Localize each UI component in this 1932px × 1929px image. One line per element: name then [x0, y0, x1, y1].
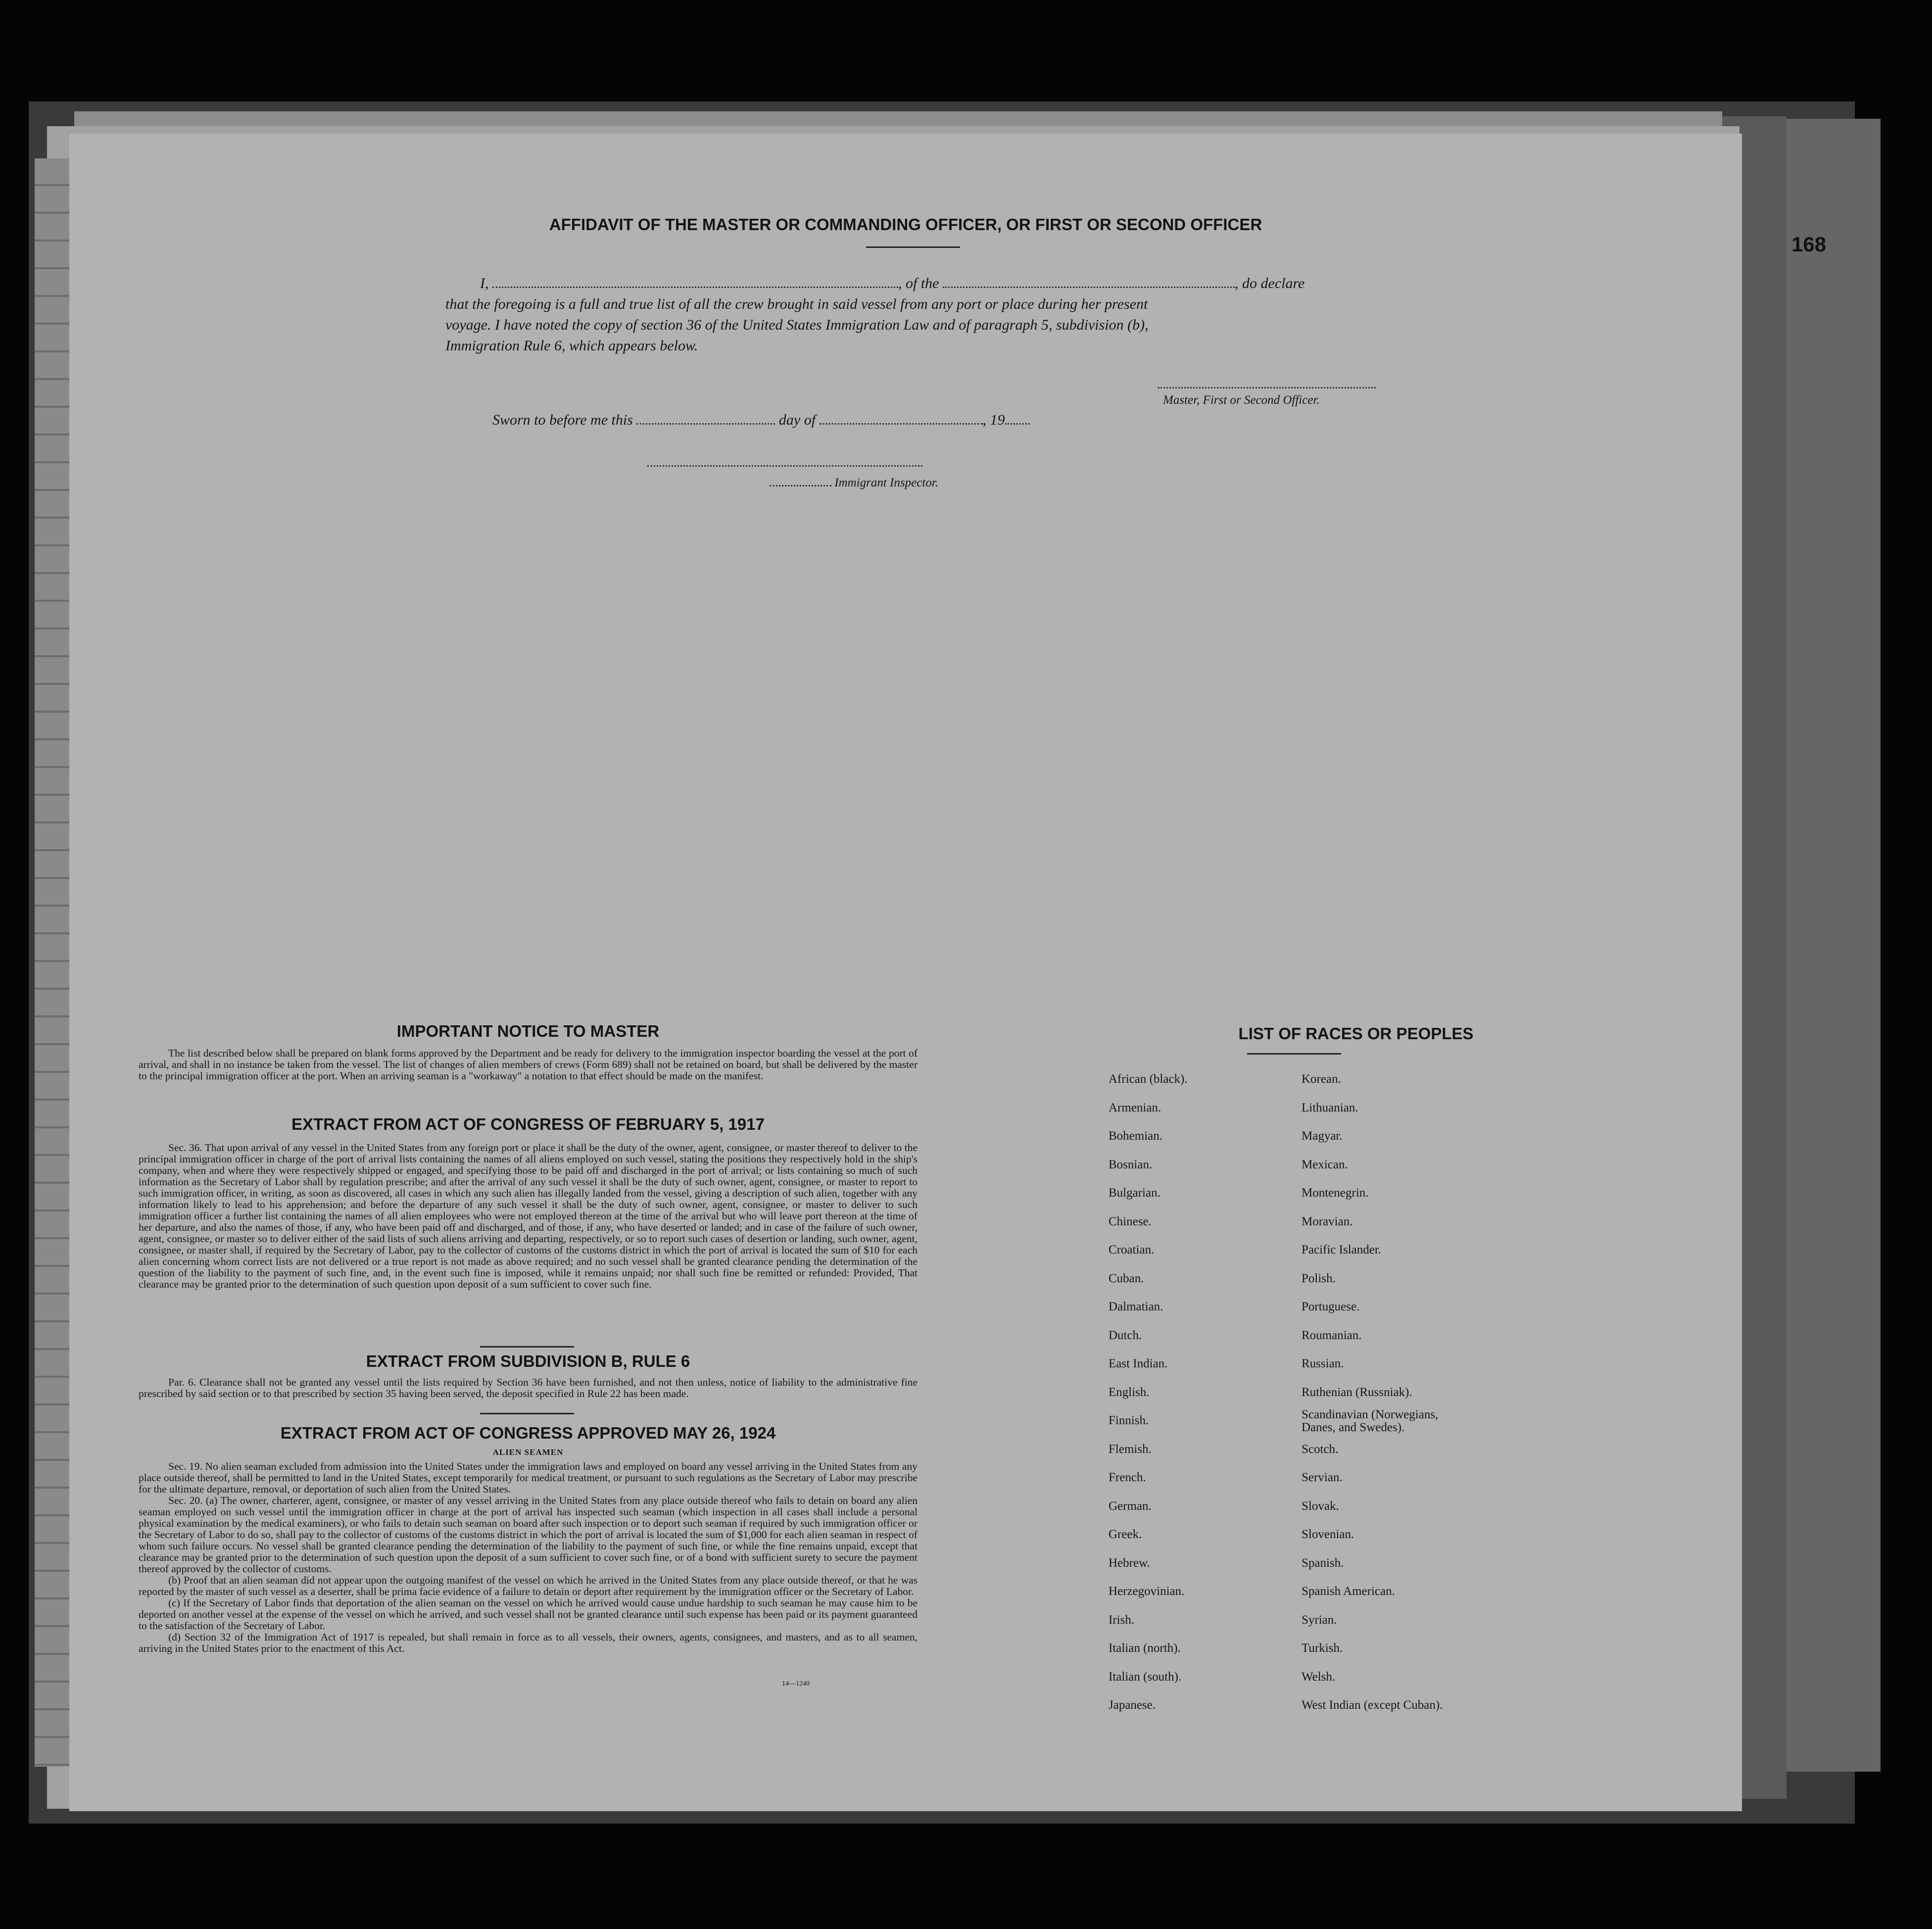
- inspector-label-wrap: [770, 476, 938, 490]
- race-item: Korean.: [1302, 1072, 1341, 1086]
- notice-title: IMPORTANT NOTICE TO MASTER: [396, 1022, 660, 1040]
- ledger-edge: [35, 158, 74, 1767]
- affidavit-line-4: Immigration Rule 6, which appears below.: [445, 338, 698, 354]
- race-item: Turkish.: [1302, 1641, 1343, 1655]
- race-item: English.: [1109, 1385, 1150, 1399]
- race-item: Finnish.: [1109, 1414, 1149, 1427]
- extract-1924-sec20a: Sec. 20. (a) The owner, charterer, agent, consignee, or master of any vessel arriving in the United States from any place outside thereof who fails to detain on board any alien seaman employed on such vessel until the immigration officer in charge at the port of arrival has inspected such seaman (which inspection in all cases shall include a personal physical examination by the medical examiners), or who fails to detain such seaman on board after such inspection or to deport such seaman if required by such immigration officer or the Secretary of Labor to do so, shall pay to the collector of customs of the customs district in which the port of arrival is located the sum of $1,000 for each alien seaman in respect of whom such failure occurs. No vessel shall be granted clearance pending the determination of the liability to the payment of such fine, or while the fine remains unpaid, except that clearance may be granted prior to the determination of such question upon the deposit of a sum sufficient to cover such fine, or of a bond with sufficient surety to secure the payment thereof approved by the collector of customs.: [139, 1495, 918, 1575]
- inspector-signature-line[interactable]: [647, 465, 922, 467]
- race-item: Pacific Islander.: [1302, 1243, 1382, 1256]
- race-item: Bohemian.: [1109, 1129, 1163, 1143]
- race-item: Slovenian.: [1302, 1528, 1354, 1541]
- affidavit-line-2: that the foregoing is a full and true list of all the crew brought in said vessel from any port or place during her present: [445, 296, 1148, 312]
- notice-body: The list described below shall be prepared on blank forms approved by the Department and be ready for delivery to the immigration inspector boarding the vessel at the port of arrival, and shall in no instance be taken from the vessel. The list of changes of alien members of crews (Form 689) shall not be retained on board, but shall be delivered by the master to the principal immigration officer at the port. When an arriving seaman is a "workaway" a notation to that effect should be made on the manifest.: [139, 1047, 918, 1082]
- race-item: Hebrew.: [1109, 1556, 1150, 1570]
- race-item: Spanish.: [1302, 1556, 1344, 1570]
- race-item: Polish.: [1302, 1271, 1336, 1285]
- race-item: Lithuanian.: [1302, 1101, 1358, 1114]
- race-item: Servian.: [1302, 1471, 1343, 1484]
- form-sheet: [69, 134, 1742, 1811]
- race-item: African (black).: [1109, 1072, 1188, 1086]
- alien-seamen-subtitle: ALIEN SEAMEN: [492, 1447, 564, 1457]
- extract-1924-title: EXTRACT FROM ACT OF CONGRESS APPROVED MAY 26, 1924: [280, 1424, 776, 1442]
- race-item: East Indian.: [1109, 1357, 1168, 1370]
- section-rule: [480, 1346, 574, 1348]
- race-item: French.: [1109, 1471, 1146, 1484]
- sworn-label: Sworn to before me this: [492, 412, 633, 428]
- affidavit-line-3: voyage. I have noted the copy of section 36 of the United States Immigration Law and of paragraph 5, subdivision (b),: [445, 317, 1149, 333]
- race-item: Spanish American.: [1302, 1585, 1395, 1598]
- races-title-rule: [1247, 1053, 1341, 1055]
- race-item: German.: [1109, 1499, 1152, 1513]
- race-item: Dalmatian.: [1109, 1300, 1163, 1313]
- race-item: Japanese.: [1109, 1698, 1156, 1712]
- race-item: Portuguese.: [1302, 1300, 1360, 1313]
- extract-1917-wrap: [139, 1142, 918, 1290]
- race-item: Flemish.: [1109, 1442, 1152, 1456]
- sworn-day-field[interactable]: [636, 419, 775, 425]
- master-signature-label: Master, First or Second Officer.: [1163, 393, 1320, 407]
- year-field[interactable]: [1005, 419, 1030, 425]
- sworn-month-field[interactable]: [820, 419, 983, 425]
- notice-body-wrap: [139, 1048, 918, 1082]
- race-item: Roumanian.: [1302, 1328, 1362, 1342]
- race-item: Welsh.: [1302, 1670, 1336, 1684]
- extract-1917-title: EXTRACT FROM ACT OF CONGRESS OF FEBRUARY 5, 1917: [291, 1115, 765, 1133]
- affidavit-i: I,: [480, 275, 489, 291]
- affidavit-do-declare: , do declare: [1235, 275, 1305, 291]
- race-item: West Indian (except Cuban).: [1302, 1698, 1443, 1712]
- race-item: Montenegrin.: [1302, 1186, 1369, 1200]
- race-item: Magyar.: [1302, 1129, 1343, 1143]
- affidavit-body: [445, 273, 1445, 356]
- day-of-label: day of: [778, 412, 816, 428]
- extract-1924-sec19: Sec. 19. No alien seaman excluded from admission into the United States under the immigration laws and employed on board any vessel arriving in the United States from any place outside thereof, shall be permitted to land in the United States, except temporarily for medical treatment, or pursuant to such regulations as the Secretary of Labor may prescribe for the ultimate departure, removal, or deportation of such alien from the United States.: [139, 1460, 918, 1495]
- title-rule: [866, 246, 960, 248]
- extract-rule6-title: EXTRACT FROM SUBDIVISION B, RULE 6: [366, 1352, 690, 1370]
- race-item: Herzegovinian.: [1109, 1585, 1185, 1598]
- race-item: Slovak.: [1302, 1499, 1339, 1513]
- race-item: Cuban.: [1109, 1271, 1144, 1285]
- race-item: Russian.: [1302, 1357, 1344, 1370]
- extract-rule6-wrap: [139, 1377, 918, 1399]
- extract-rule6-body: Par. 6. Clearance shall not be granted any vessel until the lists required by Section 36 have been furnished, and not then unless, notice of liability to the administrative fine prescribed by said section or to that prescribed by section 35 having been served, the deposit specified in Rule 22 has been made.: [139, 1376, 918, 1399]
- section-rule: [480, 1413, 574, 1414]
- race-item: Mexican.: [1302, 1157, 1348, 1171]
- extract-1924-sec20d: (d) Section 32 of the Immigration Act of 1917 is repealed, but shall remain in force as to all vessels, their owners, agents, consignees, and masters, and as to all seamen, arriving in the United States prior to the enactment of this Act.: [139, 1631, 918, 1654]
- race-item: Scotch.: [1302, 1442, 1339, 1456]
- inspector-prefix-dots: [770, 481, 831, 486]
- race-item: Chinese.: [1109, 1214, 1152, 1228]
- race-item: Irish.: [1109, 1613, 1135, 1627]
- race-item: Bosnian.: [1109, 1157, 1153, 1171]
- vessel-field[interactable]: [943, 283, 1235, 288]
- inspector-label: Immigrant Inspector.: [834, 476, 938, 489]
- race-item: Armenian.: [1109, 1101, 1161, 1114]
- extract-1917-body: Sec. 36. That upon arrival of any vessel in the United States from any foreign port or place it shall be the duty of the owner, agent, consignee, or master thereof to deliver to the principal immigration officer in charge of the port of arrival lists containing the names of all aliens employed on such vessel, stating the positions they respectively hold in the ship's company, when and where they were respectively shipped or engaged, and specifying those to be paid off and discharged in the port of arrival; or lists containing so much of such information as the Secretary of Labor shall by regulation prescribe; and after the arrival of any such vessel it shall be the duty of such owner, agent, consignee, or master to report to such immigration officer, in writing, as soon as discovered, all cases in which any such alien has illegally landed from the vessel, giving a description of such alien, together with any information likely to lead to his apprehension; and before the departure of any such vessel it shall be the duty of such owner, agent, consignee, or master to deliver to such immigration officer a further list containing the names of all alien employees who were not employed thereon at the time of the arrival but who will leave port thereon at the time of her departure, and also the names of those, if any, who have been paid off and discharged, and of those, if any, who have deserted or landed; and in case of the failure of such owner, agent, consignee, or master so to deliver either of the said lists of such aliens arriving and departing, respectively, or so to report such cases of desertion or landing, such owner, agent, consignee, or master shall, if required by the Secretary of Labor, pay to the collector of customs of the customs district in which the port of arrival is located the sum of $10 for each alien concerning whom correct lists are not delivered or a true report is not made as above required; and no such vessel shall be granted clearance pending the determination of the question of the liability to the payment of such fine, and, in the event such fine is imposed, while it remains unpaid; nor shall such fine be remitted or refunded: Provided, That clearance may be granted prior to the determination of such question upon deposit of a sum sufficient to cover such fine.: [139, 1142, 918, 1290]
- races-title: LIST OF RACES OR PEOPLES: [1238, 1024, 1474, 1043]
- form-number: 14—1240: [782, 1680, 810, 1688]
- folder-edge: [1777, 119, 1881, 1772]
- race-item: Ruthenian (Russniak).: [1302, 1385, 1412, 1399]
- race-item: Moravian.: [1302, 1214, 1353, 1228]
- extract-1924-wrap: [139, 1461, 918, 1654]
- name-field[interactable]: [492, 283, 898, 288]
- extract-1924-sec20c: (c) If the Secretary of Labor finds that deportation of the alien seaman on the vessel on which he arrived would cause undue hardship to such seaman he may cause him to be deported on another vessel at the expense of the vessel on which he arrived, and such vessel shall not be granted clearance until such expense has been paid or its payment guaranteed to the satisfaction of the Secretary of Labor.: [139, 1597, 918, 1632]
- race-item: Italian (south).: [1109, 1670, 1182, 1684]
- race-item: Scandinavian (Norwegians, Danes, and Swedes).: [1302, 1408, 1439, 1434]
- extract-1924-sec20b: (b) Proof that an alien seaman did not appear upon the outgoing manifest of the vessel on which he arrived in the United States from any place outside thereof, or that he was reported by the master of such vessel as a deserter, shall be prima facie evidence of a failure to detain or deport after requirement by the immigration officer or the Secretary of Labor.: [139, 1574, 918, 1597]
- page-number: 168: [1791, 233, 1827, 256]
- affidavit-title: AFFIDAVIT OF THE MASTER OR COMMANDING OFFICER, OR FIRST OR SECOND OFFICER: [549, 215, 1262, 234]
- affidavit-of-the: , of the: [898, 275, 939, 291]
- race-item: Greek.: [1109, 1528, 1142, 1541]
- sworn-line: [492, 412, 1030, 429]
- race-item: Bulgarian.: [1109, 1186, 1160, 1200]
- race-item: Croatian.: [1109, 1243, 1155, 1256]
- race-item: Italian (north).: [1109, 1641, 1181, 1655]
- master-signature-line[interactable]: [1158, 387, 1376, 388]
- year-label: , 19: [982, 412, 1005, 428]
- race-item: Syrian.: [1302, 1613, 1337, 1627]
- race-item: Dutch.: [1109, 1328, 1142, 1342]
